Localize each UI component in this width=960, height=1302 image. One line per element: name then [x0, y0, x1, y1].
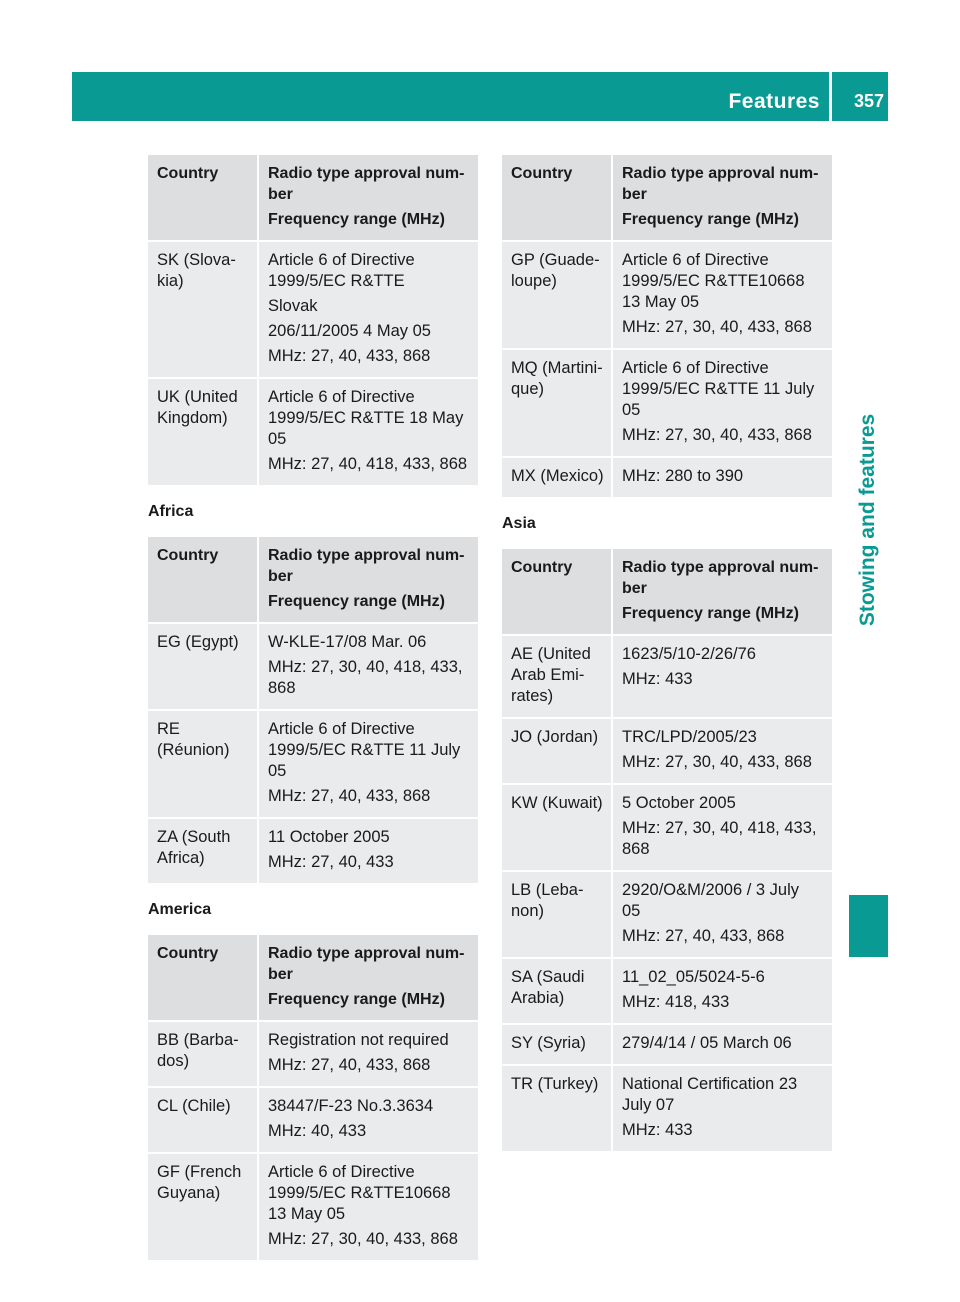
- frequency-header-label: Frequency range (MHz): [622, 211, 799, 228]
- table-header-row: [502, 155, 832, 241]
- table-header-row: [148, 537, 478, 623]
- approval-cell: [258, 818, 478, 884]
- country-cell: BB (Barba- dos): [148, 1021, 258, 1087]
- approval-line: 206/11/2005 4 May 05: [268, 322, 431, 340]
- country-cell: KW (Kuwait): [502, 784, 612, 871]
- africa-heading: Africa: [148, 503, 194, 520]
- approval-cell: [258, 378, 478, 486]
- header-divider: [829, 72, 832, 121]
- approval-cell: [612, 457, 832, 498]
- table-row: [148, 1021, 478, 1087]
- approval-cell: [258, 241, 478, 378]
- approval-cell: [258, 1021, 478, 1087]
- country-column-header: Country: [502, 549, 612, 635]
- country-cell: UK (United Kingdom): [148, 378, 258, 486]
- side-tab-label: Stowing and features: [856, 413, 879, 627]
- approval-cell: [258, 710, 478, 818]
- country-cell: GF (French Guyana): [148, 1153, 258, 1261]
- country-cell: MX (Mexico): [502, 457, 612, 498]
- country-cell: ZA (South Africa): [148, 818, 258, 884]
- country-cell: GP (Guade- loupe): [502, 241, 612, 349]
- table-row: [148, 623, 478, 710]
- approval-cell: [612, 871, 832, 958]
- approval-cell: [612, 1065, 832, 1152]
- approval-line: Article 6 of Directive 1999/5/EC R&TTE: [268, 251, 415, 290]
- table-row: [148, 1153, 478, 1261]
- country-cell: SY (Syria): [502, 1024, 612, 1065]
- frequency-header-label: Frequency range (MHz): [268, 991, 445, 1008]
- approval-column-header: [258, 155, 478, 241]
- approval-line: 1623/5/10-2/26/76: [622, 645, 756, 663]
- approval-header-label: Radio type approval num- ber: [268, 547, 465, 585]
- table-row: [502, 241, 832, 349]
- country-cell: SA (Saudi Arabia): [502, 958, 612, 1024]
- table-header-row: [148, 935, 478, 1021]
- approval-column-header: [612, 549, 832, 635]
- approval-line: 38447/F-23 No.3.3634: [268, 1097, 434, 1115]
- approval-header-label: Radio type approval num- ber: [622, 559, 819, 597]
- table-row: [502, 784, 832, 871]
- approval-line: MHz: 27, 40, 433, 868: [268, 787, 431, 805]
- table-row: [502, 871, 832, 958]
- approval-line: MHz: 433: [622, 670, 693, 688]
- country-cell: CL (Chile): [148, 1087, 258, 1153]
- asia-heading: Asia: [502, 515, 536, 532]
- approval-line: Article 6 of Directive 1999/5/EC R&TTE10668 13 May 05: [268, 1163, 451, 1223]
- section-title: Features: [728, 90, 820, 113]
- country-column-header: Country: [148, 935, 258, 1021]
- approval-header-label: Radio type approval num- ber: [268, 165, 465, 203]
- approval-cell: [258, 623, 478, 710]
- america-table-continued: [502, 155, 832, 499]
- approval-column-header: [612, 155, 832, 241]
- country-cell: JO (Jordan): [502, 718, 612, 784]
- approval-header-label: Radio type approval num- ber: [622, 165, 819, 203]
- approval-line: MHz: 27, 30, 40, 433, 868: [622, 753, 812, 771]
- table-row: [148, 1087, 478, 1153]
- approval-line: 2920/O&M/2006 / 3 July 05: [622, 881, 800, 920]
- approval-line: MHz: 280 to 390: [622, 467, 744, 485]
- approval-column-header: [258, 537, 478, 623]
- country-cell: SK (Slova- kia): [148, 241, 258, 378]
- approval-cell: [612, 241, 832, 349]
- approval-cell: [612, 958, 832, 1024]
- table-row: [148, 710, 478, 818]
- america-heading: America: [148, 901, 212, 918]
- america-table: [148, 935, 478, 1262]
- country-cell: LB (Leba- non): [502, 871, 612, 958]
- approval-line: Article 6 of Directive 1999/5/EC R&TTE10668 13 May 05: [622, 251, 805, 311]
- table-row: [502, 457, 832, 498]
- approval-line: MHz: 433: [622, 1121, 693, 1139]
- frequency-header-label: Frequency range (MHz): [268, 593, 445, 610]
- approval-line: Slovak: [268, 297, 318, 315]
- approval-cell: [612, 1024, 832, 1065]
- page-number: 357: [853, 91, 884, 111]
- header-bar: [72, 72, 888, 121]
- table-row: [148, 378, 478, 486]
- country-column-header: Country: [148, 537, 258, 623]
- approval-line: 5 October 2005: [622, 794, 736, 812]
- country-column-header: Country: [148, 155, 258, 241]
- approval-line: National Certification 23 July 07: [622, 1075, 798, 1114]
- table-row: [502, 958, 832, 1024]
- approval-cell: [612, 784, 832, 871]
- approval-line: Article 6 of Directive 1999/5/EC R&TTE 11 July 05: [622, 359, 815, 419]
- approval-line: MHz: 27, 40, 433: [268, 853, 394, 871]
- approval-line: 279/4/14 / 05 March 06: [622, 1034, 792, 1052]
- table-row: [502, 349, 832, 457]
- table-row: [502, 1065, 832, 1152]
- approval-line: 11 October 2005: [268, 828, 390, 846]
- approval-line: MHz: 27, 30, 40, 433, 868: [268, 1230, 458, 1248]
- country-cell: AE (United Arab Emi- rates): [502, 635, 612, 718]
- table-row: [148, 818, 478, 884]
- approval-column-header: [258, 935, 478, 1021]
- country-cell: EG (Egypt): [148, 623, 258, 710]
- table-row: [148, 241, 478, 378]
- approval-line: W-KLE-17/08 Mar. 06: [268, 633, 427, 651]
- approval-line: MHz: 27, 30, 40, 418, 433, 868: [268, 658, 463, 697]
- approval-line: TRC/LPD/2005/23: [622, 728, 757, 746]
- country-cell: RE (Réunion): [148, 710, 258, 818]
- approval-cell: [612, 635, 832, 718]
- table-header-row: [148, 155, 478, 241]
- approval-line: MHz: 27, 30, 40, 433, 868: [622, 318, 812, 336]
- approval-cell: [612, 349, 832, 457]
- right-column: [502, 155, 832, 1153]
- country-cell: MQ (Martini- que): [502, 349, 612, 457]
- africa-table: [148, 537, 478, 885]
- frequency-header-label: Frequency range (MHz): [268, 211, 445, 228]
- table-row: [502, 718, 832, 784]
- approval-line: 11_02_05/5024-5-6: [622, 968, 765, 986]
- approval-header-label: Radio type approval num- ber: [268, 945, 465, 983]
- approval-line: MHz: 418, 433: [622, 993, 730, 1011]
- table-row: [502, 1024, 832, 1065]
- side-tab-marker: [849, 895, 888, 957]
- approval-line: MHz: 27, 40, 433, 868: [268, 347, 431, 365]
- country-column-header: Country: [502, 155, 612, 241]
- approval-line: MHz: 27, 40, 433, 868: [268, 1056, 431, 1074]
- table-row: [502, 635, 832, 718]
- country-cell: TR (Turkey): [502, 1065, 612, 1152]
- approval-cell: [258, 1087, 478, 1153]
- asia-table: [502, 549, 832, 1153]
- approval-cell: [612, 718, 832, 784]
- approval-line: MHz: 40, 433: [268, 1122, 367, 1140]
- approval-line: MHz: 27, 30, 40, 418, 433, 868: [622, 819, 817, 858]
- approval-line: MHz: 27, 30, 40, 433, 868: [622, 426, 812, 444]
- approval-line: MHz: 27, 40, 418, 433, 868: [268, 455, 468, 473]
- europe-table-continued: [148, 155, 478, 487]
- frequency-header-label: Frequency range (MHz): [622, 605, 799, 622]
- approval-line: Registration not required: [268, 1031, 449, 1049]
- approval-line: Article 6 of Directive 1999/5/EC R&TTE 11 July 05: [268, 720, 461, 780]
- left-column: [148, 155, 478, 1262]
- approval-cell: [258, 1153, 478, 1261]
- approval-line: Article 6 of Directive 1999/5/EC R&TTE 18 May 05: [268, 388, 464, 448]
- approval-line: MHz: 27, 40, 433, 868: [622, 927, 785, 945]
- table-header-row: [502, 549, 832, 635]
